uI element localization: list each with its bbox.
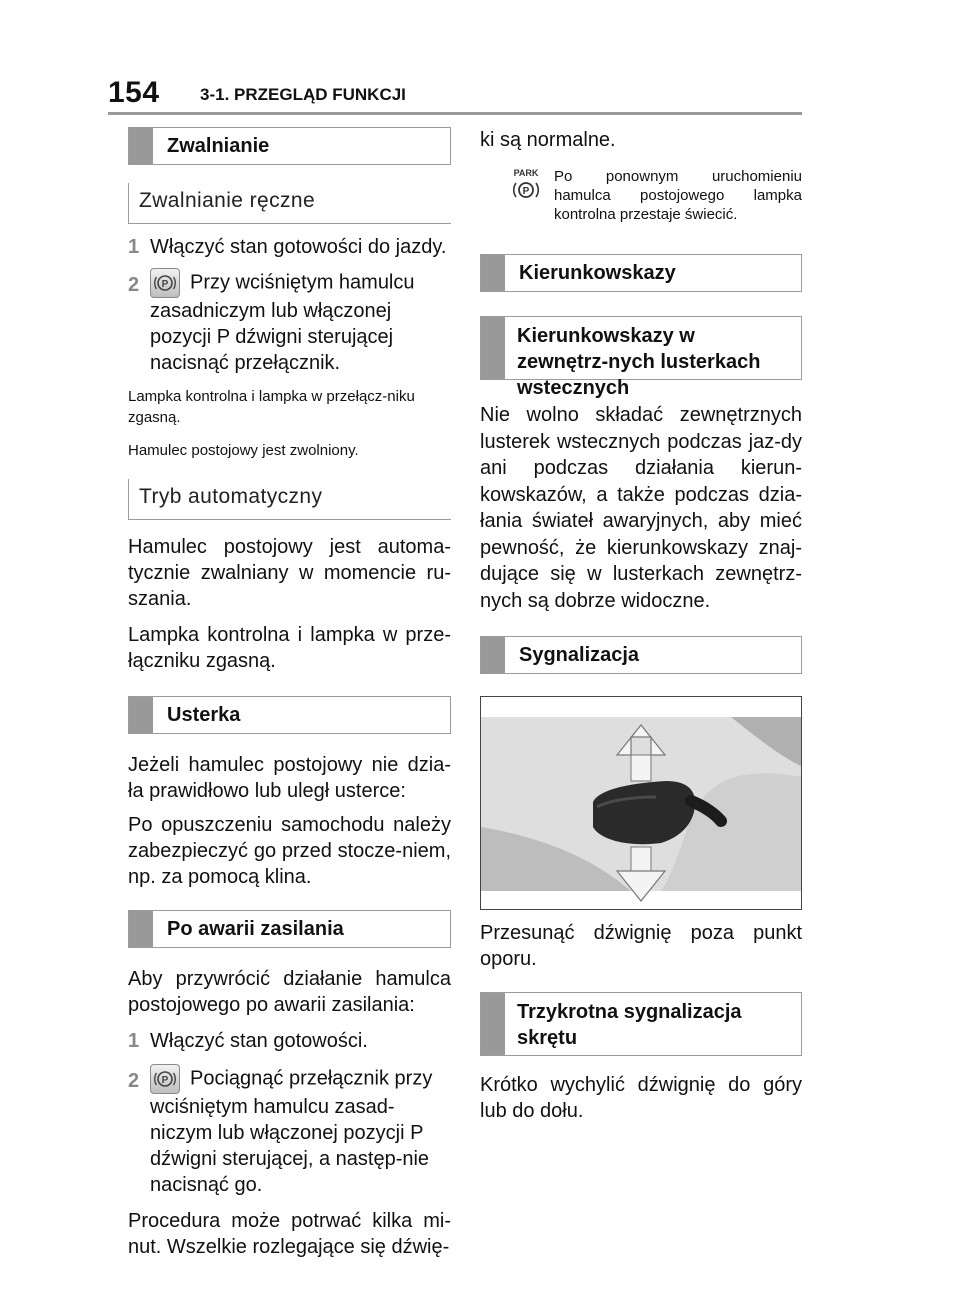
park-note-text: Po ponownym uruchomieniu hamulca postojowego lampka kontrolna przestaje świecić. bbox=[554, 168, 802, 223]
heading-zwalnianie bbox=[128, 127, 451, 165]
heading-bar bbox=[481, 317, 505, 379]
subheading-automat: Tryb automatyczny bbox=[128, 479, 451, 520]
step-number: 2 bbox=[128, 274, 140, 296]
paragraph-continued: ki są normalne. bbox=[480, 129, 616, 151]
header-rule bbox=[108, 112, 802, 115]
heading-awaria bbox=[128, 910, 451, 948]
heading-label: Kierunkowskazy bbox=[519, 262, 676, 284]
paragraph-awaria: Aby przywrócić działanie hamulca postojowego po awarii zasilania: bbox=[128, 968, 451, 1016]
step-number: 2 bbox=[128, 1070, 140, 1092]
heading-usterka bbox=[128, 696, 451, 734]
turn-signal-lever-photo bbox=[480, 696, 802, 910]
heading-trzykrotna bbox=[480, 992, 802, 1056]
right-column bbox=[480, 127, 802, 1124]
paragraph-sygnalizacja: Przesunąć dźwignię poza punkt oporu. bbox=[480, 922, 802, 970]
svg-text:P: P bbox=[161, 279, 169, 290]
parking-brake-switch-icon bbox=[150, 1064, 180, 1094]
heading-label: Trzykrotna sygnalizacja skrętu bbox=[517, 1001, 742, 1049]
note-lampka: Lampka kontrolna i lampka w przełącz-niku zgasną. bbox=[128, 388, 415, 426]
awaria-step-2 bbox=[128, 1064, 451, 1198]
svg-text:P: P bbox=[522, 186, 530, 197]
turn-signal-lever-illustration bbox=[481, 697, 802, 910]
step-number: 1 bbox=[128, 236, 140, 258]
svg-text:P: P bbox=[161, 1075, 169, 1086]
paragraph-trzykrotna: Krótko wychylić dźwignię do góry lub do dołu. bbox=[480, 1074, 802, 1122]
heading-bar bbox=[129, 128, 153, 164]
step-number: 1 bbox=[128, 1030, 140, 1052]
paragraph-usterka-1: Jeżeli hamulec postojowy nie dzia-ła prawidłowo lub uległ usterce: bbox=[128, 754, 451, 802]
heading-bar bbox=[129, 697, 153, 733]
page-number: 154 bbox=[108, 76, 160, 109]
step-text: Włączyć stan gotowości. bbox=[150, 1030, 368, 1052]
heading-bar bbox=[481, 255, 505, 291]
heading-bar bbox=[481, 993, 505, 1055]
paragraph-usterka-2: Po opuszczeniu samochodu należy zabezpieczyć go przed stocze-niem, np. za pomocą klina. bbox=[128, 814, 451, 888]
step-text: Włączyć stan gotowości do jazdy. bbox=[150, 236, 447, 258]
parking-brake-switch-icon bbox=[150, 268, 180, 298]
heading-bar bbox=[481, 637, 505, 673]
step-text: Przy wciśniętym hamulcu zasadniczym lub włączonej pozycji P dźwigni sterującej nacisnąć przełącznik. bbox=[150, 271, 415, 374]
heading-label: Zwalnianie bbox=[167, 135, 270, 157]
section-title: 3-1. PRZEGLĄD FUNKCJI bbox=[200, 85, 406, 104]
subheading-reczne: Zwalnianie ręczne bbox=[128, 183, 451, 224]
park-note bbox=[480, 167, 802, 224]
park-indicator-icon bbox=[510, 167, 542, 201]
note-zwolniony: Hamulec postojowy jest zwolniony. bbox=[128, 442, 359, 459]
page-header bbox=[108, 72, 802, 114]
heading-label: Kierunkowskazy w zewnętrz-nych lusterkach wstecznych bbox=[517, 325, 761, 399]
awaria-step-1 bbox=[128, 1028, 451, 1054]
step-2 bbox=[128, 268, 451, 376]
heading-bar bbox=[129, 911, 153, 947]
heading-label: Usterka bbox=[167, 704, 241, 726]
step-1 bbox=[128, 234, 451, 260]
left-column bbox=[128, 127, 451, 1260]
svg-text:PARK: PARK bbox=[513, 168, 539, 178]
heading-sygnalizacja bbox=[480, 636, 802, 674]
heading-label: Sygnalizacja bbox=[519, 644, 640, 666]
heading-kierunkowskazy bbox=[480, 254, 802, 292]
paragraph-kier: Nie wolno składać zewnętrznych lusterek wstecznych podczas jaz-dy ani podczas działania kierun-kowskazów, a także podczas dzia-łania świateł awaryjnych, aby mieć pewność, że kierunkowskazy znaj-dujące się w lusterkach zewnętrz-nych są dobrze widoczne. bbox=[480, 404, 802, 612]
heading-kier-lusterka bbox=[480, 316, 802, 399]
paragraph-lampka: Lampka kontrolna i lampka w prze-łączniku zgasną. bbox=[128, 624, 451, 672]
paragraph-automat: Hamulec postojowy jest automa-tycznie zwalniany w momencie ru-szania. bbox=[128, 536, 451, 610]
heading-label: Po awarii zasilania bbox=[167, 918, 344, 940]
step-text: Pociągnąć przełącznik przy wciśniętym hamulcu zasad-niczym lub włączonej pozycji P dźwigni sterującej, a następ-nie nacisnąć go. bbox=[150, 1067, 433, 1196]
paragraph-procedura: Procedura może potrwać kilka mi-nut. Wszelkie rozlegające się dźwię- bbox=[128, 1210, 451, 1258]
